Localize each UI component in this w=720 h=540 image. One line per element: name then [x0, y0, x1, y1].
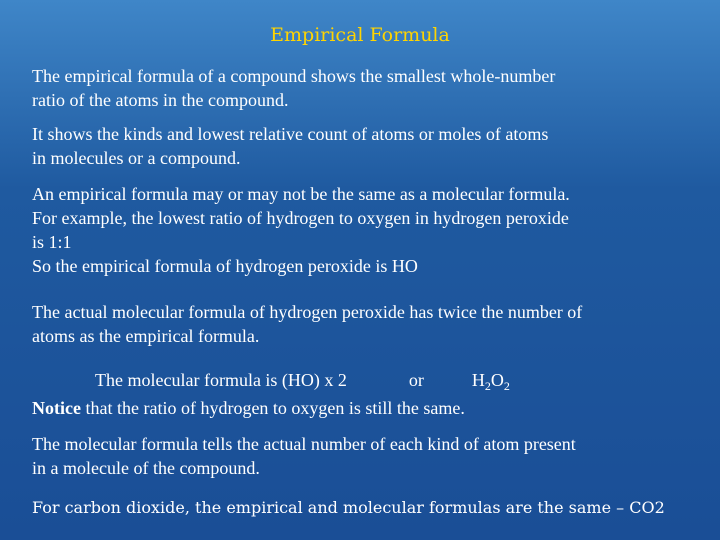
- text-line: ratio of the atoms in the compound.: [32, 90, 289, 110]
- text-line: is 1:1: [32, 232, 72, 252]
- formula-text: The molecular formula is (HO) x 2: [95, 370, 347, 390]
- text-line: So the empirical formula of hydrogen peroxide is HO: [32, 256, 418, 276]
- text-line: in molecules or a compound.: [32, 148, 241, 168]
- molecular-formula-line: [32, 368, 510, 392]
- text-line: It shows the kinds and lowest relative count of atoms or moles of atoms: [32, 124, 549, 144]
- formula-h: H: [471, 370, 485, 390]
- notice-line: [32, 396, 465, 420]
- formula-h-subscript: 2: [484, 379, 491, 393]
- paragraph-example: [32, 182, 570, 278]
- slide-title: Empirical Formula: [270, 24, 450, 46]
- text-line: atoms as the empirical formula.: [32, 326, 260, 346]
- text-line: The molecular formula tells the actual number of each kind of atom present: [32, 434, 576, 454]
- formula-o: O: [490, 370, 504, 390]
- notice-text: that the ratio of hydrogen to oxygen is still the same.: [80, 398, 465, 418]
- text-line: The empirical formula of a compound shows the smallest whole-number: [32, 66, 556, 86]
- paragraph-molecular-formula: [32, 432, 576, 480]
- text-line: in a molecule of the compound.: [32, 458, 260, 478]
- paragraph-kinds: [32, 122, 548, 170]
- text-line: For example, the lowest ratio of hydrogen to oxygen in hydrogen peroxide: [32, 208, 569, 228]
- paragraph-definition: [32, 64, 555, 112]
- paragraph-actual-formula: [32, 300, 582, 348]
- text-line: An empirical formula may or may not be the same as a molecular formula.: [32, 184, 570, 204]
- paragraph-carbon-dioxide: For carbon dioxide, the empirical and molecular formulas are the same – CO2: [32, 498, 665, 517]
- notice-bold: Notice: [32, 398, 81, 418]
- or-text: or: [408, 370, 424, 390]
- text-line: The actual molecular formula of hydrogen peroxide has twice the number of: [32, 302, 583, 322]
- formula-o-subscript: 2: [503, 379, 510, 393]
